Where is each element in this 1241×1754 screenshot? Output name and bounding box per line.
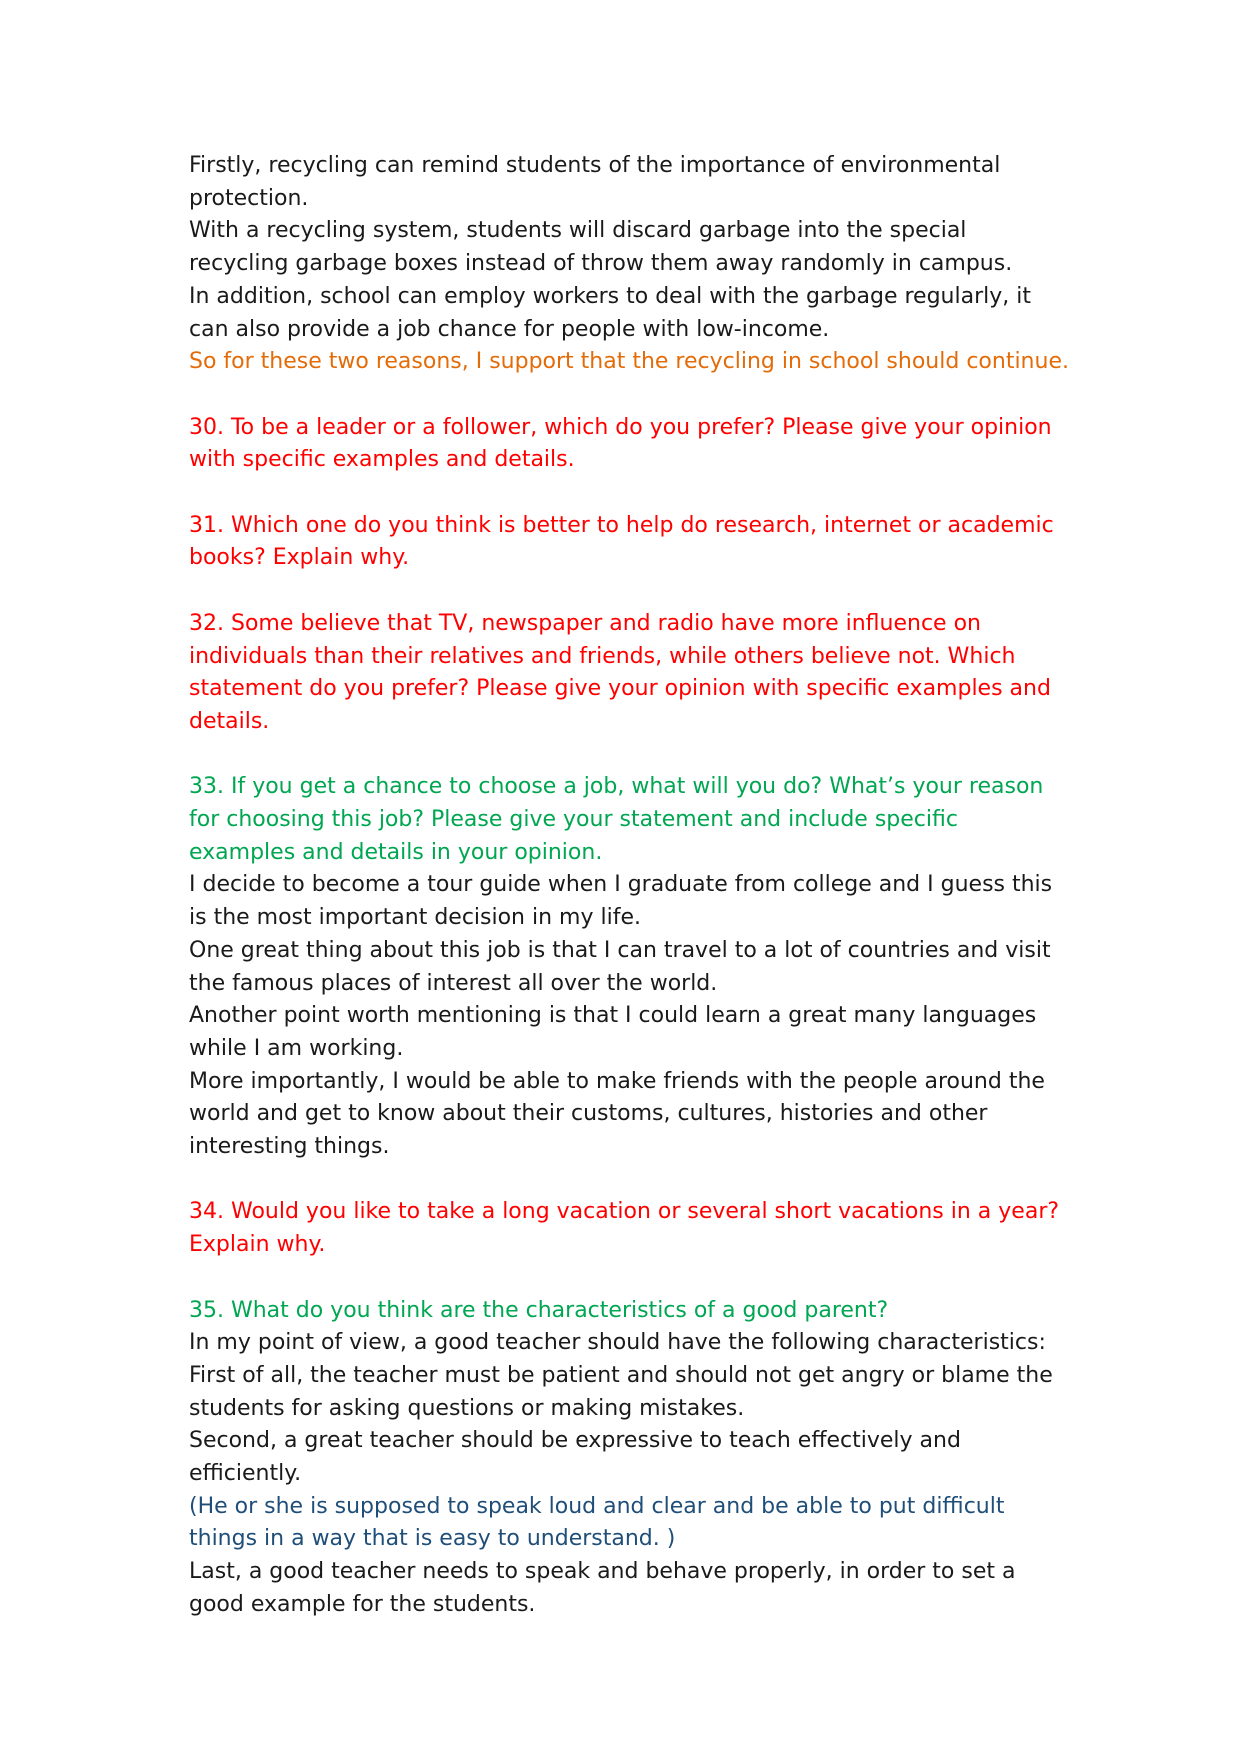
- spacer: [189, 379, 1069, 412]
- spacer: [189, 739, 1069, 772]
- question-33: 33. If you get a chance to choose a job, what will you do? What’s your reason for choosing this job? Please give your statement and include specific examples and details in your opinion.: [189, 774, 1044, 865]
- paragraph-recycling-addition: In addition, school can employ workers to deal with the garbage regularly, it can also provide a job chance for people with low-income.: [189, 283, 1031, 342]
- answer-35-aside: (He or she is supposed to speak loud and clear and be able to put difficult things in a way that is easy to understand. ): [189, 1493, 1005, 1552]
- answer-35-point-3: Last, a good teacher needs to speak and behave properly, in order to set a good example for the students.: [189, 1559, 1016, 1617]
- question-31: 31. Which one do you think is better to help do research, internet or academic books? Explain why.: [189, 512, 1054, 571]
- document-body: [189, 150, 1069, 1622]
- paragraph-recycling-system: With a recycling system, students will discard garbage into the special recycling garbage boxes instead of throw them away randomly in campus.: [189, 218, 1013, 277]
- spacer: [189, 575, 1069, 608]
- spacer: [189, 1262, 1069, 1295]
- question-35: 35. What do you think are the characteristics of a good parent?: [189, 1297, 889, 1323]
- paragraph-recycling-conclusion: So for these two reasons, I support that the recycling in school should continue.: [189, 349, 1069, 375]
- question-34: 34. Would you like to take a long vacation or several short vacations in a year? Explain why.: [189, 1199, 1060, 1258]
- answer-35-point-2: Second, a great teacher should be expressive to teach effectively and efficiently.: [189, 1428, 961, 1487]
- paragraph-recycling-firstly: Firstly, recycling can remind students of the importance of environmental protection.: [189, 153, 1001, 211]
- answer-33-point-1: One great thing about this job is that I can travel to a lot of countries and visit the famous places of interest all over the world.: [189, 937, 1051, 996]
- answer-35-point-1: First of all, the teacher must be patient and should not get angry or blame the students for asking questions or making mistakes.: [189, 1362, 1053, 1421]
- spacer: [189, 477, 1069, 510]
- answer-35-intro: In my point of view, a good teacher should have the following characteristics:: [189, 1330, 1046, 1356]
- question-32: 32. Some believe that TV, newspaper and radio have more influence on individuals than their relatives and friends, while others believe not. Which statement do you prefer? Please give your opinion with specific examples and details.: [189, 610, 1051, 734]
- answer-33-point-2: Another point worth mentioning is that I could learn a great many languages while I am working.: [189, 1003, 1037, 1061]
- answer-33-point-3: More importantly, I would be able to make friends with the people around the world and get to know about their customs, cultures, histories and other interesting things.: [189, 1068, 1045, 1160]
- spacer: [189, 1164, 1069, 1197]
- question-30: 30. To be a leader or a follower, which do you prefer? Please give your opinion with specific examples and details.: [189, 414, 1052, 473]
- answer-33-intro: I decide to become a tour guide when I graduate from college and I guess this is the most important decision in my life.: [189, 872, 1053, 931]
